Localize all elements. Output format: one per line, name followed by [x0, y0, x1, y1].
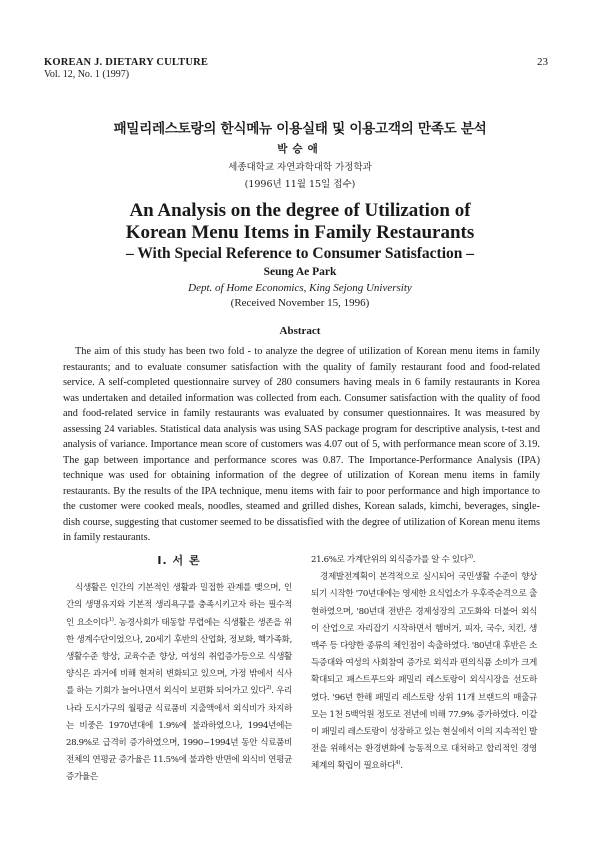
body-column-left — [66, 552, 292, 787]
english-received-date: (Received November 15, 1996) — [230, 297, 370, 309]
footnote-reference: 4) — [395, 760, 401, 767]
page-number: 23 — [537, 56, 548, 68]
english-title-line2: Korean Menu Items in Family Restaurants — [125, 222, 475, 243]
body-text: . 우리나라 도시가구의 월평균 식료품비 지출액에서 외식비가 차지하는 비중은 1970년대에 1.9%에 불과하였으나, 1994년에는 28.9%로 급격히 증가하였으며, 1990~1994년 동안 식료품비 전체의 연평균 증가율은 11.5%에 불과한 반면에 외식비 연평균 증가율은 — [66, 686, 293, 783]
body-paragraph — [311, 552, 537, 569]
body-text: . 농경사회가 태동할 무렵에는 식생활은 생존을 위한 생계수단이었으나, 20세기 후반의 산업화, 정보화, 핵가족화, 생활수준 향상, 교육수준 향상, 여성의 취업증가등으로 식생활 양식은 과거에 비해 현저히 변화되고 있으며, 가정 밖에서 식사를 하는 기회가 늘어나면서 외식이 보편화 되어가고 있다 — [66, 617, 292, 697]
korean-author: 박승애 — [277, 143, 323, 155]
body-text: 21.6%로 가계단위의 외식증가를 알 수 있다 — [311, 555, 468, 565]
english-title — [0, 200, 600, 264]
korean-received-date: (1996년 11월 15일 접수) — [244, 179, 356, 190]
english-author: Seung Ae Park — [263, 266, 337, 278]
abstract-heading: Abstract — [279, 325, 321, 337]
english-affiliation: Dept. of Home Economics, King Sejong University — [188, 282, 412, 294]
korean-affiliation: 세종대학교 자연과학대학 가정학과 — [228, 162, 372, 173]
body-text: 식생활은 인간의 기본적인 생활과 밀접한 관계를 맺으며, 인간의 생명유지와 기본적 생리욕구를 충족시키고자 하는 필수적인 요소이다 — [66, 583, 292, 628]
footnote-reference: 2) — [266, 685, 272, 692]
body-text: 경제발전계획이 본격적으로 실시되어 국민생활 수준이 향상되기 시작한 '70년대에는 영세한 요식업소가 우후죽순격으로 출현하였으며, '80년대 전반은 경제성장의 고도화와 더불어 외식이 산업으로 자리잡기 시작하면서 햄버거, 피자, 국수, 치킨, 생맥주 등 다양한 종류의 체인점이 속출하였다. '80년대 후반은 소득증대와 여성의 사회참여 증가로 외식과 편의식품 소비가 크게 확대되고 패스트푸드와 패밀리 레스토랑이 외식시장을 선도하였다. '96년 한해 패밀리 레스토랑 상위 11개 브랜드의 매출규모는 1천 5백억원 정도로 전년에 비해 77.9% 증가하였다. 이같이 패밀리 레스토랑이 성장하고 있는 현실에서 이의 지속적인 발전을 위해서는 환경변화에 능동적으로 대처하고 합리적인 경영체계의 확립이 필요하다 — [311, 572, 537, 772]
journal-volume: Vol. 12, No. 1 (1997) — [44, 69, 130, 80]
korean-title: 패밀리레스토랑의 한식메뉴 이용실태 및 이용고객의 만족도 분석 — [113, 121, 487, 137]
body-text: . — [472, 555, 476, 565]
abstract-body: The aim of this study has been two fold - to analyze the degree of utilization of Korean menu items in family restaurants; and to evaluate consumer satisfaction with the quality of family restaurant food and food-related service. A self-completed questionnaire survey of 280 consumers having meals in 6 family restaurants in Korea was undertaken and detailed information was collected from each. Consumer satisfaction with the quality of food and food-related service in family restaurants was evaluated by consumer questionnaires. It was measured by assessing 24 variables. Statistical data analysis was using SAS package program for descriptive analysis, t-test and analysis of variance. Importance mean score of customers was 4.07 out of 5, with performance mean score of 3.19. The gap between importance and performance scores was 0.87. The Importance-Performance Analysis (IPA) technique was used for obtaining information of the degree of utilization of Korean menu items in family restaurants. By the results of the IPA technique, menu items with fair to poor performance and high importance to the customer were cooked meals, noodles, steamed and grilled dishes, Korean salads, kimchi, beverages, single-dish course, suggesting that customer seemed to be dissatisfied with the degree of utilization of Korean menu items in family restaurants. — [63, 346, 540, 543]
journal-name: KOREAN J. DIETARY CULTURE — [44, 57, 209, 68]
footnote-reference: 1) — [108, 616, 114, 623]
body-paragraph — [311, 569, 537, 775]
english-subtitle: – With Special Reference to Consumer Satisfaction – — [125, 245, 474, 262]
section-heading-introduction: I. 서 론 — [157, 554, 201, 567]
english-title-line1: An Analysis on the degree of Utilization of — [129, 200, 471, 221]
journal-header — [44, 57, 208, 81]
body-paragraph — [66, 580, 292, 786]
body-text: . — [400, 761, 403, 772]
body-column-right — [311, 552, 537, 776]
footnote-reference: 3) — [467, 554, 473, 561]
